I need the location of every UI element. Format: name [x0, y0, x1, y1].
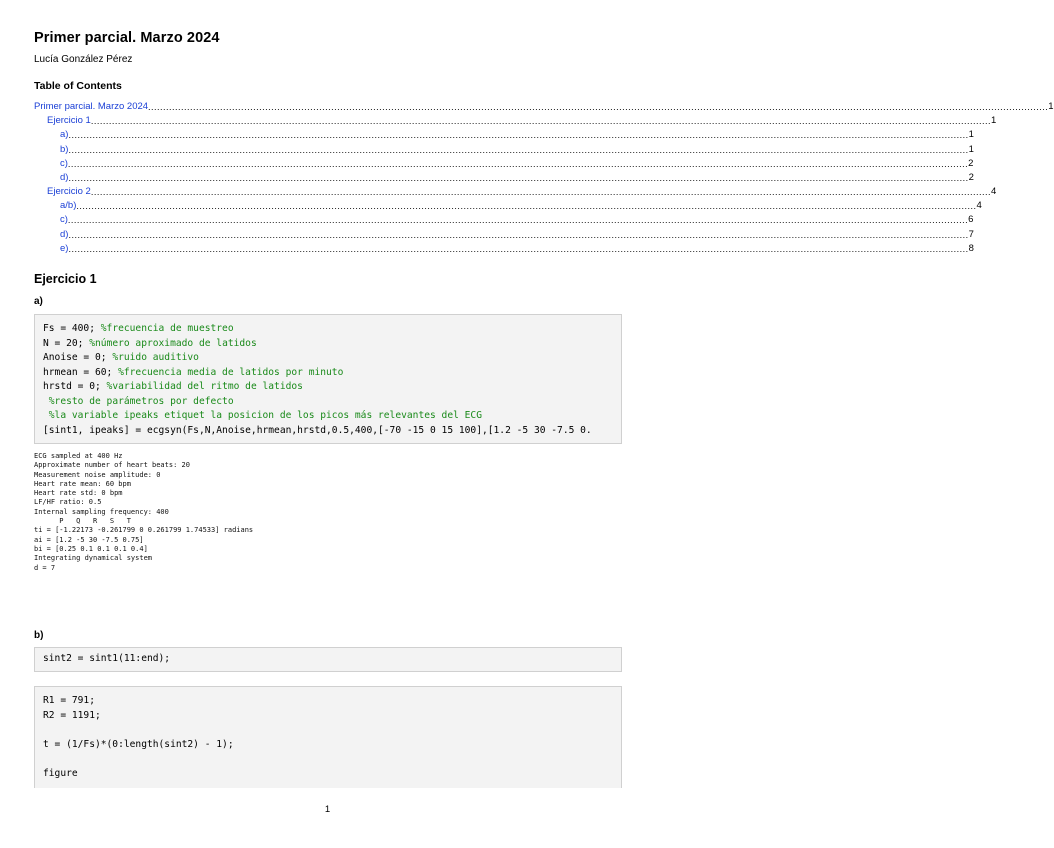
- code-line: [43, 409, 621, 424]
- toc-link[interactable]: c): [60, 214, 68, 226]
- subsection-heading-b: b): [34, 630, 44, 641]
- code-line: [43, 424, 621, 439]
- code-text: [sint1, ipeaks] = ecgsyn(Fs,N,Anoise,hrmean,hrstd,0.5,400,[-70 -15 0 15 100],[1.2 -5 30 -7.5 0.: [43, 424, 592, 436]
- output-line: Measurement noise amplitude: 0: [34, 470, 161, 479]
- code-line: R2 = 1191;: [43, 709, 101, 721]
- toc-link[interactable]: Primer parcial. Marzo 2024: [34, 100, 149, 112]
- toc-leader-dots: ............................................................................................................................................................................................................................................................................................................: [68, 229, 969, 240]
- section-heading-ejercicio-1: Ejercicio 1: [34, 272, 97, 286]
- toc-page-number: 1: [990, 115, 997, 127]
- toc-entry[interactable]: [34, 143, 974, 157]
- toc-link[interactable]: a): [60, 129, 69, 141]
- code-line: [43, 351, 621, 366]
- output-line: Heart rate mean: 60 bpm: [34, 479, 131, 488]
- toc-entry[interactable]: [34, 199, 982, 213]
- code-block-a[interactable]: [34, 314, 622, 444]
- toc-link[interactable]: e): [60, 242, 69, 254]
- toc-entry[interactable]: [34, 214, 974, 228]
- toc-page-number: 7: [968, 228, 974, 240]
- toc-entry[interactable]: [34, 242, 974, 256]
- code-comment: %número aproximado de latidos: [89, 337, 257, 349]
- output-line: ti = [-1.22173 -0.261799 0 0.261799 1.74533] radians: [34, 526, 254, 535]
- code-line: [43, 337, 621, 352]
- toc-page-number: 4: [990, 186, 997, 198]
- code-text: N = 20;: [43, 337, 90, 349]
- page-number: 1: [324, 804, 331, 815]
- toc-leader-dots: ............................................................................................................................................................................................................................................................................................................: [68, 144, 969, 155]
- code-comment: %variabilidad del ritmo de latidos: [106, 381, 303, 392]
- toc-entry[interactable]: [34, 171, 974, 185]
- toc-leader-dots: ............................................................................................................................................................................................................................................................................................................: [90, 187, 991, 198]
- toc-entry[interactable]: [34, 157, 974, 171]
- toc-link[interactable]: a/b): [60, 200, 77, 212]
- toc-leader-dots: ............................................................................................................................................................................................................................................................................................................: [76, 201, 977, 212]
- document-title: Primer parcial. Marzo 2024: [34, 30, 220, 46]
- toc-page-number: 1: [968, 129, 974, 141]
- toc-page-number: 2: [968, 171, 974, 183]
- document-author: Lucía González Pérez: [34, 54, 133, 65]
- code-text: Fs = 400;: [43, 323, 101, 334]
- toc-link[interactable]: d): [60, 228, 69, 240]
- toc-page-number: 1: [968, 143, 974, 155]
- output-line: P Q R S T: [34, 517, 131, 526]
- toc-link[interactable]: Ejercicio 1: [47, 115, 91, 127]
- code-line: [43, 380, 621, 395]
- toc-page-number: 4: [976, 200, 982, 212]
- toc-leader-dots: ............................................................................................................................................................................................................................................................................................................: [90, 116, 991, 127]
- code-line: figure: [43, 767, 78, 779]
- code-text: Anoise = 0;: [43, 352, 113, 363]
- table-of-contents: [34, 100, 1054, 256]
- output-line: Approximate number of heart beats: 20: [34, 461, 190, 470]
- toc-page-number: 8: [968, 242, 974, 254]
- code-line: [43, 395, 621, 410]
- toc-leader-dots: ............................................................................................................................................................................................................................................................................................................: [68, 130, 969, 141]
- output-line: Heart rate std: 0 bpm: [34, 489, 123, 498]
- toc-link[interactable]: d): [60, 171, 69, 183]
- toc-page-number: 2: [968, 157, 974, 169]
- toc-link[interactable]: Ejercicio 2: [47, 186, 91, 198]
- code-line: [43, 723, 621, 738]
- code-comment: %resto de parámetros por defecto: [48, 395, 234, 407]
- toc-leader-dots: ............................................................................................................................................................................................................................................................................................................: [68, 172, 969, 183]
- toc-leader-dots: ............................................................................................................................................................................................................................................................................................................: [68, 243, 969, 254]
- code-block-b1[interactable]: [34, 647, 622, 672]
- code-comment: %frecuencia de muestreo: [100, 323, 234, 334]
- toc-page-number: 1: [1048, 100, 1054, 112]
- output-line: Internal sampling frequency: 400: [34, 507, 169, 516]
- output-line: Integrating dynamical system: [34, 554, 153, 563]
- command-output-a: [34, 452, 253, 573]
- toc-link[interactable]: c): [60, 157, 68, 169]
- toc-entry[interactable]: [34, 128, 974, 142]
- toc-entry[interactable]: [34, 100, 1054, 114]
- code-comment: %la variable ipeaks etiquet la posicion de los picos más relevantes del ECG: [48, 410, 482, 421]
- subsection-heading-a: a): [34, 296, 43, 307]
- code-comment: %ruido auditivo: [112, 352, 199, 363]
- code-line: t = (1/Fs)*(0:length(sint2) - 1);: [43, 738, 234, 750]
- output-line: LF/HF ratio: 0.5: [34, 498, 102, 507]
- toc-leader-dots: ............................................................................................................................................................................................................................................................................................................: [67, 215, 969, 226]
- code-comment: %frecuencia media de latidos por minuto: [118, 366, 344, 378]
- output-line: bi = [0.25 0.1 0.1 0.1 0.4]: [34, 544, 148, 553]
- code-line: [43, 366, 621, 381]
- toc-leader-dots: ............................................................................................................................................................................................................................................................................................................: [148, 101, 1049, 112]
- toc-entry[interactable]: [34, 185, 997, 199]
- output-line: ai = [1.2 -5 30 -7.5 0.75]: [34, 535, 144, 544]
- toc-link[interactable]: b): [60, 143, 69, 155]
- output-line: d = 7: [34, 563, 56, 572]
- toc-entry[interactable]: [34, 114, 997, 128]
- toc-page-number: 6: [968, 214, 974, 226]
- code-comment: [592, 425, 598, 436]
- code-line: sint2 = sint1(11:end);: [43, 653, 171, 664]
- toc-heading: Table of Contents: [34, 80, 122, 92]
- output-line: ECG sampled at 400 Hz: [34, 452, 123, 460]
- toc-entry[interactable]: [34, 228, 974, 242]
- code-block-b2[interactable]: [34, 686, 622, 788]
- code-text: hrmean = 60;: [43, 366, 119, 378]
- code-line: R1 = 791;: [43, 695, 95, 706]
- toc-leader-dots: ............................................................................................................................................................................................................................................................................................................: [67, 158, 969, 169]
- code-text: hrstd = 0;: [43, 381, 107, 392]
- code-line: [43, 752, 621, 767]
- code-line: [43, 322, 621, 337]
